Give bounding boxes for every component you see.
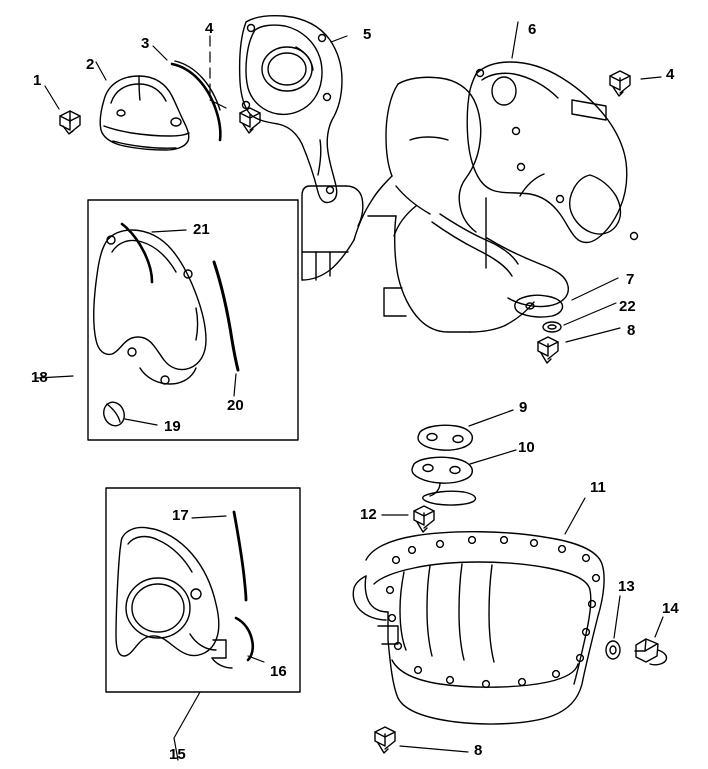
- part-washer: [543, 303, 616, 332]
- part-bolt-pickup: [382, 506, 434, 532]
- callout-9: 9: [519, 399, 528, 416]
- part-seal-strip-long-inner: [214, 262, 238, 396]
- callout-8-pan: 8: [474, 742, 483, 759]
- callout-5: 5: [363, 26, 372, 43]
- part-plug-grommet: [100, 399, 157, 428]
- callout-20: 20: [227, 397, 244, 414]
- part-seal-strip-lower-inner: [192, 512, 246, 600]
- part-timing-cover-front: [240, 16, 347, 203]
- callout-4-right: 4: [666, 66, 675, 83]
- callout-21: 21: [193, 221, 210, 238]
- part-timing-belt-cover-upper: [96, 62, 189, 150]
- part-bolt-flanged-right: [610, 71, 661, 96]
- part-bolt-hex-flange-pan: [375, 727, 468, 753]
- callout-6: 6: [528, 21, 537, 38]
- part-drain-plug-washer: [606, 596, 620, 659]
- part-gasket-oil-pickup: [418, 410, 513, 450]
- part-inner-timing-cover-assembly: [37, 200, 298, 440]
- callout-19: 19: [164, 418, 181, 435]
- callout-18: 18: [31, 369, 48, 386]
- part-bolt-small-left: [45, 86, 80, 134]
- part-bolt-hex-flange: [538, 328, 620, 363]
- callout-4-upper: 4: [205, 20, 214, 37]
- callout-16: 16: [270, 663, 287, 680]
- part-bracket-small: [515, 278, 618, 317]
- part-seal-strip-lower-side: [236, 618, 264, 662]
- callout-17: 17: [172, 507, 189, 524]
- callout-1: 1: [33, 72, 42, 89]
- part-drain-plug: [635, 617, 667, 665]
- callout-22: 22: [619, 298, 636, 315]
- part-lower-timing-cover-assembly: [106, 488, 300, 763]
- callout-14: 14: [662, 600, 679, 617]
- callout-8-block: 8: [627, 322, 636, 339]
- part-seal-strip-upper-inner: [122, 224, 186, 282]
- callout-7: 7: [626, 271, 635, 288]
- callout-15: 15: [169, 746, 186, 763]
- callout-3: 3: [141, 35, 150, 52]
- callout-10: 10: [518, 439, 535, 456]
- callout-2: 2: [86, 56, 95, 73]
- part-rear-engine-plate: [467, 22, 637, 307]
- callout-12: 12: [360, 506, 377, 523]
- part-oil-pan: [353, 498, 604, 724]
- callout-11: 11: [590, 479, 606, 496]
- callout-13: 13: [618, 578, 635, 595]
- part-engine-block: [302, 77, 534, 332]
- part-oil-pickup-tube: [412, 450, 516, 505]
